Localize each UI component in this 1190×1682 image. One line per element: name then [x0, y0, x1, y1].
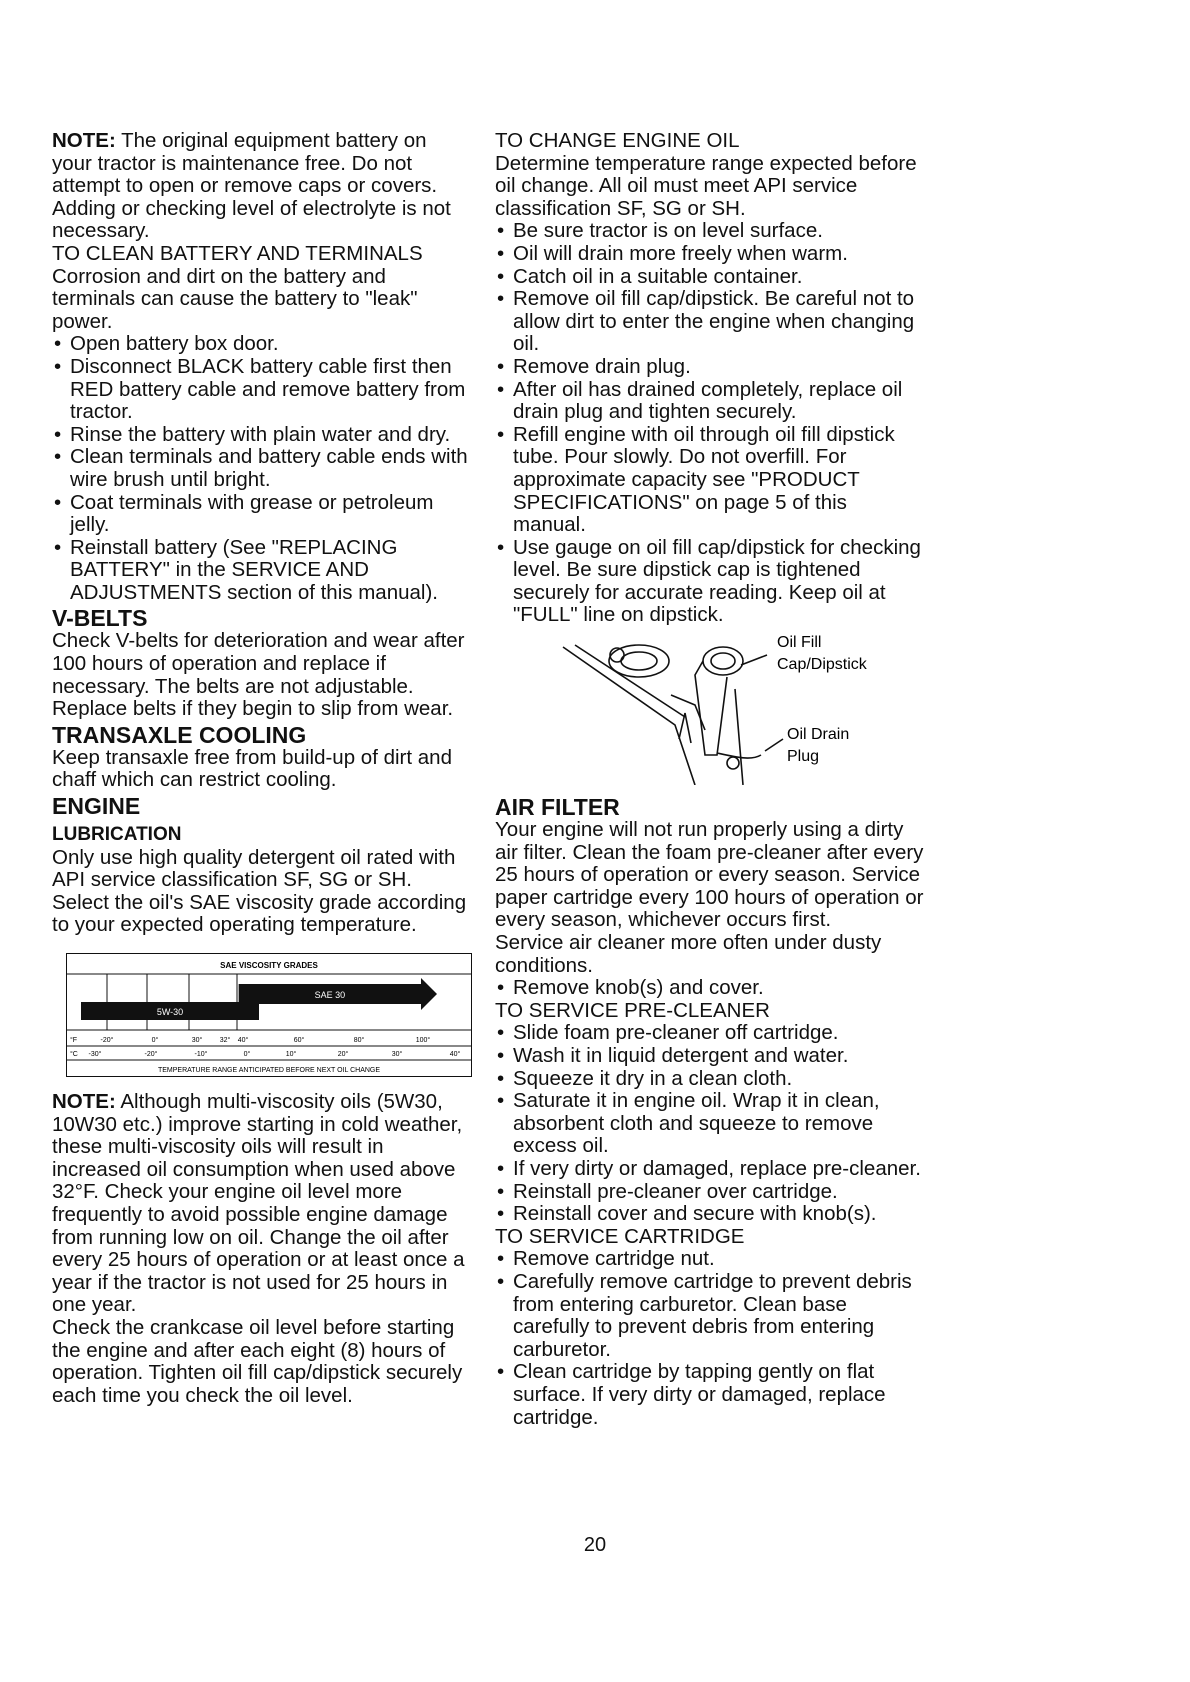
list-item: • Coat terminals with grease or petroleum jelly.: [52, 492, 472, 537]
list-item: • Remove drain plug.: [495, 356, 925, 379]
chart-f-axis: [70, 1036, 430, 1044]
list-item: • Reinstall pre-cleaner over cartridge.: [495, 1181, 925, 1204]
list-item: • Refill engine with oil through oil fill dipstick tube. Pour slowly. Do not overfill. For approximate capacity see "PRODUCT SPECIFICATIONS" on page 5 of this manual.: [495, 424, 925, 537]
engine-heading: ENGINE: [52, 793, 141, 820]
list-item: • If very dirty or damaged, replace pre-cleaner.: [495, 1158, 925, 1181]
right-column: [495, 130, 925, 1429]
c-tick-label: 30°: [391, 1051, 403, 1058]
list-item: • Clean terminals and battery cable ends with wire brush until bright.: [52, 446, 472, 491]
note-label: NOTE:: [52, 1090, 116, 1113]
lubrication-text: Only use high quality detergent oil rated with API service classification SF, SG or SH. Select the oil's SAE viscosity grade according to your expected operating temperature.: [52, 845, 467, 937]
c-tick-label: -10°: [194, 1051, 208, 1058]
list-item: • Remove oil fill cap/dipstick. Be careful not to allow dirt to enter the engine when changing oil.: [495, 288, 925, 356]
engine-illustration: [555, 635, 875, 785]
battery-steps-list: [52, 333, 472, 604]
f-tick-label: 100°: [415, 1037, 431, 1044]
c-tick-label: 0°: [243, 1051, 251, 1058]
list-item: • After oil has drained completely, replace oil drain plug and tighten securely.: [495, 379, 925, 424]
chart-c-axis: [70, 1050, 460, 1058]
chart-bars: [81, 978, 437, 1020]
engine-oil-figure: [555, 635, 875, 785]
note-label: NOTE:: [52, 129, 116, 152]
f-tick-label: 32°: [219, 1037, 231, 1044]
vbelts-text: Check V-belts for deterioration and wear after 100 hours of operation and replace if necessary. The belts are not adjustable. Replace belts if they begin to slip from wear.: [52, 629, 465, 721]
list-item: • Catch oil in a suitable container.: [495, 266, 925, 289]
list-item: • Remove cartridge nut.: [495, 1248, 925, 1271]
5w30-bar-label: 5W-30: [156, 1007, 184, 1017]
list-item: • Squeeze it dry in a clean cloth.: [495, 1068, 925, 1091]
precleaner-heading: TO SERVICE PRE-CLEANER: [495, 998, 770, 1022]
oil-steps-list: [495, 220, 925, 627]
f-tick-label: 0°: [151, 1037, 159, 1044]
lubrication-heading: LUBRICATION: [52, 824, 182, 846]
viscosity-chart: [66, 953, 472, 1077]
list-item: • Disconnect BLACK battery cable first then RED battery cable and remove battery from tractor.: [52, 356, 472, 424]
oil-fill-cap-icon: [703, 647, 743, 675]
sae30-bar-label: SAE 30: [314, 990, 346, 1000]
precleaner-steps-list: [495, 1022, 925, 1225]
transaxle-heading: TRANSAXLE COOLING: [52, 721, 307, 748]
list-item: • Remove knob(s) and cover.: [495, 977, 925, 1000]
oil-drain-plug-icon: [717, 753, 761, 758]
battery-note-text: The original equipment battery on your tractor is maintenance free. Do not attempt to open or remove caps or covers. Adding or checking level of electrolyte is not necessary.: [52, 129, 451, 243]
list-item: • Reinstall cover and secure with knob(s).: [495, 1203, 925, 1226]
air-filter-steps-list: [495, 977, 925, 1000]
f-tick-label: 40°: [237, 1037, 249, 1044]
engine-top-cover: [609, 645, 669, 677]
f-tick-label: -20°: [100, 1037, 114, 1044]
list-item: • Oil will drain more freely when warm.: [495, 243, 925, 266]
left-column: [52, 130, 472, 1407]
list-item: • Saturate it in engine oil. Wrap it in clean, absorbent cloth and squeeze to remove excess oil.: [495, 1090, 925, 1158]
clean-battery-heading: TO CLEAN BATTERY AND TERMINALS: [52, 241, 423, 265]
list-item: • Use gauge on oil fill cap/dipstick for checking level. Be sure dipstick cap is tightened securely for accurate reading. Keep oil at "FULL" line on dipstick.: [495, 537, 925, 627]
c-tick-label: -20°: [144, 1051, 158, 1058]
air-filter-text-2: Service air cleaner more often under dusty conditions.: [495, 931, 882, 977]
list-item: • Clean cartridge by tapping gently on flat surface. If very dirty or damaged, replace cartridge.: [495, 1361, 925, 1429]
list-item: • Carefully remove cartridge to prevent debris from entering carburetor. Clean base carefully to prevent debris from entering carburetor.: [495, 1271, 925, 1361]
plug-label: Plug: [787, 748, 820, 766]
cartridge-steps-list: [495, 1248, 925, 1429]
change-oil-text: Determine temperature range expected before oil change. All oil must meet API service classification SF, SG or SH.: [495, 151, 917, 220]
list-item: • Reinstall battery (See "REPLACING BATTERY" in the SERVICE AND ADJUSTMENTS section of this manual).: [52, 537, 472, 605]
f-tick-label: 80°: [353, 1037, 365, 1044]
cap-dipstick-label: Cap/Dipstick: [777, 656, 867, 674]
vbelts-heading: V-BELTS: [52, 605, 148, 632]
list-item: • Be sure tractor is on level surface.: [495, 220, 925, 243]
chart-title: SAE VISCOSITY GRADES: [220, 961, 318, 970]
oil-note: [52, 1091, 472, 1317]
c-tick-label: -30°: [88, 1051, 102, 1058]
oil-fill-label: Oil Fill: [777, 635, 822, 652]
clean-battery-text: Corrosion and dirt on the battery and terminals can cause the battery to "leak" power.: [52, 264, 418, 333]
oil-drain-label: Oil Drain: [787, 726, 850, 744]
c-tick-label: 40°: [449, 1051, 461, 1058]
f-tick-label: 60°: [293, 1037, 305, 1044]
air-filter-text: Your engine will not run properly using a dirty air filter. Clean the foam pre-cleaner after every 25 hours of operation or every season. Service paper cartridge every 100 hours of operation or every season, whichever occurs first.: [495, 818, 924, 932]
transaxle-text: Keep transaxle free from build-up of dirt and chaff which can restrict cooling.: [52, 745, 452, 792]
c-tick-label: 10°: [285, 1051, 297, 1058]
list-item: • Slide foam pre-cleaner off cartridge.: [495, 1022, 925, 1045]
change-oil-heading: TO CHANGE ENGINE OIL: [495, 129, 740, 152]
list-item: • Wash it in liquid detergent and water.: [495, 1045, 925, 1068]
list-item: • Rinse the battery with plain water and dry.: [52, 424, 472, 447]
chart-footer: TEMPERATURE RANGE ANTICIPATED BEFORE NEXT OIL CHANGE: [157, 1067, 381, 1074]
f-unit-label: °F: [70, 1037, 78, 1044]
c-unit-label: °C: [70, 1051, 78, 1058]
viscosity-chart-svg: [67, 954, 471, 1076]
oil-note-text: Although multi-viscosity oils (5W30, 10W30 etc.) improve starting in cold weather, these multi-viscosity oils will result in increased oil consumption when used above 32°F. Check your engine oil level more frequently to avoid possible engine damage from running low on oil. Change the oil after every 25 hours of operation or at least once a year if the tractor is not used for 25 hours in one year.: [52, 1090, 465, 1317]
list-item: • Open battery box door.: [52, 333, 472, 356]
air-filter-heading: AIR FILTER: [495, 794, 620, 821]
cartridge-heading: TO SERVICE CARTRIDGE: [495, 1224, 745, 1248]
page-number: 20: [583, 1534, 607, 1556]
battery-note: [52, 130, 472, 243]
f-tick-label: 30°: [191, 1037, 203, 1044]
c-tick-label: 20°: [337, 1051, 349, 1058]
crankcase-text: Check the crankcase oil level before starting the engine and after each eight (8) hours of operation. Tighten oil fill cap/dipstick securely each time you check the oil level.: [52, 1315, 463, 1407]
